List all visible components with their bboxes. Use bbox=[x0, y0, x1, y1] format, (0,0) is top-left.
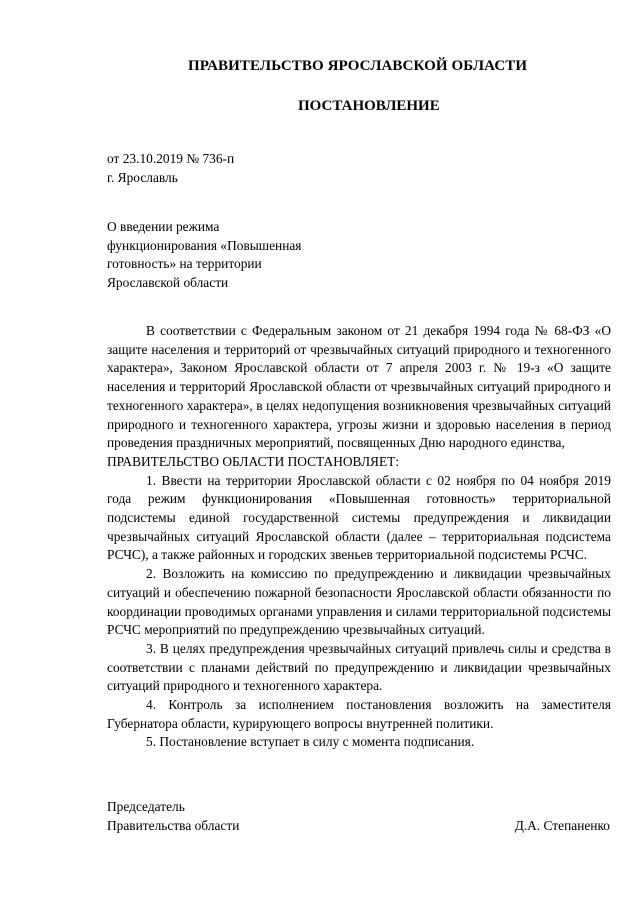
document-type-heading: ПОСТАНОВЛЕНИЕ bbox=[298, 98, 440, 114]
document-subject bbox=[107, 218, 407, 293]
signatory-title bbox=[107, 798, 239, 835]
subject-line: О введении режима bbox=[107, 219, 220, 234]
resolves-line: ПРАВИТЕЛЬСТВО ОБЛАСТИ ПОСТАНОВЛЯЕТ: bbox=[107, 453, 400, 469]
subject-line: функционирования «Повышенная bbox=[107, 237, 302, 253]
city: г. Ярославль bbox=[107, 169, 178, 185]
document-meta bbox=[107, 150, 527, 187]
clause-paragraph: 1. Ввести на территории Ярославской области с 02 ноября по 04 ноября 2019 года режим функционирования «Повышенная готовность» территориальной подсистемы единой государственной системы предупреждения и ликвидации чрезвычайных ситуаций Ярославской области (далее – территориальная подсистема РСЧС), а также районных и городских звеньев территориальной подсистемы РСЧС. bbox=[107, 472, 611, 563]
preamble-paragraph: В соответствии с Федеральным законом от 21 декабря 1994 года № 68-ФЗ «О защите населения и территорий от чрезвычайных ситуаций природного и техногенного характера», Законом Ярославской области от 7 апреля 2003 г. № 19-з «О защите населения и территорий Ярославской области от чрезвычайных ситуаций природного и техногенного характера», в целях недопущения возникновения чрезвычайных ситуаций природного и техногенного характера, угрозы жизни и здоровью населения в период проведения праздничных мероприятий, посвященных Дню народного единства, bbox=[107, 323, 611, 451]
signatory-name: Д.А. Степаненко bbox=[514, 818, 610, 833]
clause-paragraph: 2. Возложить на комиссию по предупреждению и ликвидации чрезвычайных ситуаций и обеспечению пожарной безопасности Ярославской области обязанности по координации проводимых органами управления и силами территориальной подсистемы РСЧС мероприятий по предупреждению чрезвычайных ситуаций. bbox=[107, 566, 611, 638]
clause-paragraph: 4. Контроль за исполнением постановления возложить на заместителя Губернатора области, курирующего вопросы внутренней политики. bbox=[107, 697, 611, 731]
subject-line: готовность» на территории bbox=[107, 256, 262, 272]
date-number: от 23.10.2019 № 736-п bbox=[107, 151, 235, 166]
clause-paragraph: 3. В целях предупреждения чрезвычайных ситуаций привлечь силы и средства в соответствии с планами действий по предупреждению и ликвидации чрезвычайных ситуаций природного и техногенного характера. bbox=[107, 640, 611, 694]
clause-paragraph: 5. Постановление вступает в силу с момента подписания. bbox=[146, 734, 475, 750]
document-body bbox=[107, 322, 611, 752]
signatory-title-line: Правительства области bbox=[107, 817, 240, 833]
authority-heading: ПРАВИТЕЛЬСТВО ЯРОСЛАВСКОЙ ОБЛАСТИ bbox=[188, 58, 528, 74]
subject-line: Ярославской области bbox=[107, 275, 229, 291]
signatory-title-line: Председатель bbox=[107, 799, 185, 814]
